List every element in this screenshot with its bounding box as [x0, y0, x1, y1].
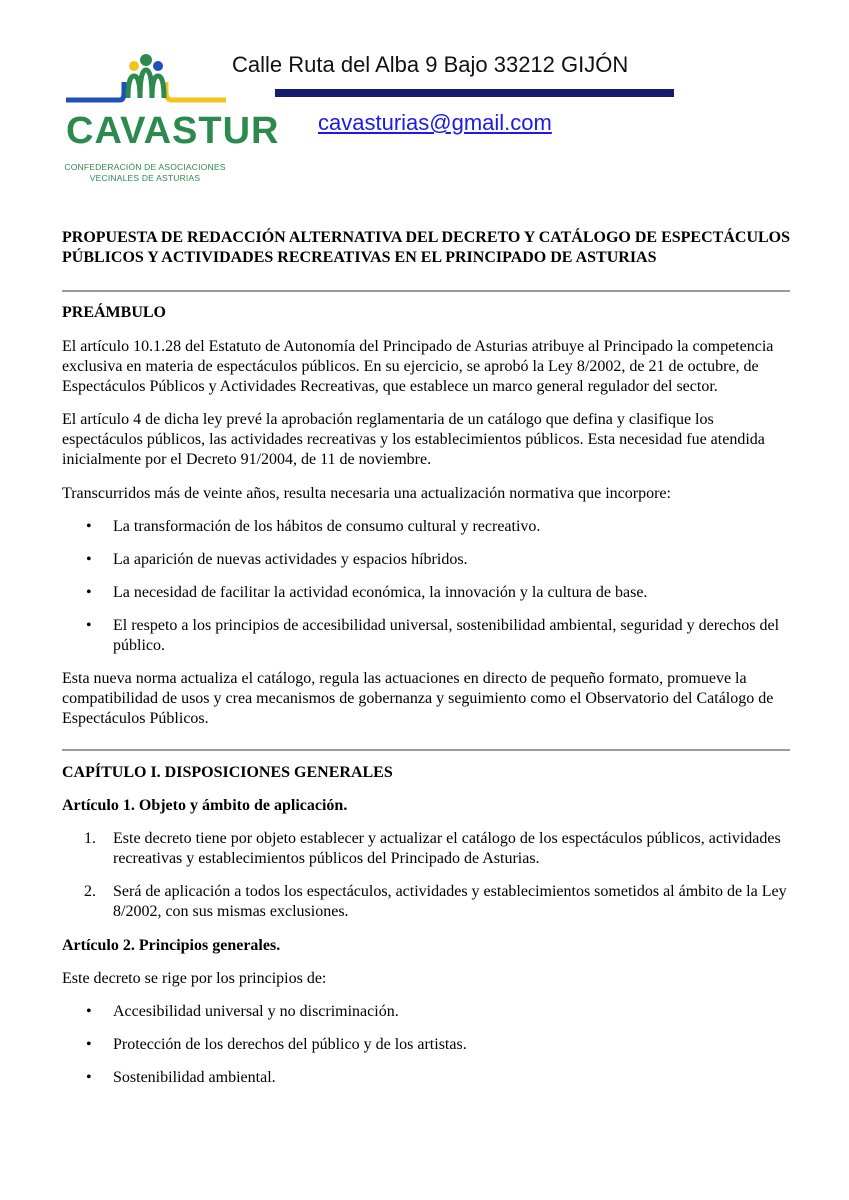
article-1-heading: Artículo 1. Objeto y ámbito de aplicación. — [62, 797, 348, 814]
list-item — [62, 829, 790, 869]
people-figures-icon — [62, 52, 232, 114]
chapter-1-heading: CAPÍTULO I. DISPOSICIONES GENERALES — [62, 764, 393, 781]
article-1-list — [62, 829, 790, 922]
section-divider — [62, 290, 790, 292]
email-link[interactable]: cavasturias@gmail.com — [318, 110, 552, 135]
letterhead — [0, 0, 849, 200]
brand-subtitle — [62, 162, 228, 184]
preamble-paragraph-2: El artículo 4 de dicha ley prevé la aprobación reglamentaria de un catálogo que defina y clasifique los espectáculos públicos, las actividades recreativas y los establecimientos públicos. Esta necesidad fue atendida inicialmente por el Decreto 91/2004, de 11 de noviembre. — [62, 411, 765, 468]
article-2-intro: Este decreto se rige por los principios de: — [62, 970, 327, 987]
section-divider — [62, 749, 790, 751]
list-item: • Sostenibilidad ambiental. — [62, 1068, 790, 1088]
list-item: • El respeto a los principios de accesibilidad universal, sostenibilidad ambiental, seguridad y derechos del público. — [62, 616, 790, 656]
preamble-paragraph-4: Esta nueva norma actualiza el catálogo, regula las actuaciones en directo de pequeño formato, promueve la compatibilidad de usos y crea mecanismos de gobernanza y seguimiento como el Observatorio del Catálogo de Espectáculos Públicos. — [62, 670, 774, 727]
list-item-text: Este decreto tiene por objeto establecer y actualizar el catálogo de los espectáculos públicos, actividades recreativas y establecimientos públicos del Principado de Asturias. — [113, 830, 781, 867]
document-body — [62, 228, 790, 1088]
brand-name: CAVASTUR — [66, 110, 280, 152]
list-number: 2. — [84, 883, 96, 900]
list-item-text: Será de aplicación a todos los espectáculos, actividades y establecimientos sometidos al ámbito de la Ley 8/2002, con sus mismas exclusiones. — [113, 883, 787, 920]
brand-subtitle-line2: VECINALES DE ASTURIAS — [89, 173, 201, 183]
list-item: • Protección de los derechos del público y de los artistas. — [62, 1035, 790, 1055]
article-2-bullet-list — [62, 1002, 790, 1088]
article-2-heading: Artículo 2. Principios generales. — [62, 937, 281, 954]
address-underline-bar — [275, 89, 674, 97]
preamble-bullet-list — [62, 517, 790, 656]
preamble-paragraph-1: El artículo 10.1.28 del Estatuto de Autonomía del Principado de Asturias atribuye al Principado la competencia exclusiva en materia de espectáculos públicos. En su ejercicio, se aprobó la Ley 8/2002, de 21 de octubre, de Espectáculos Públicos y Actividades Recreativas, que establece un marco general regulador del sector. — [62, 338, 774, 395]
brand-subtitle-line1: CONFEDERACIÓN DE ASOCIACIONES — [64, 162, 226, 172]
list-item: • La necesidad de facilitar la actividad económica, la innovación y la cultura de base. — [62, 583, 790, 603]
list-item: • La aparición de nuevas actividades y espacios híbridos. — [62, 550, 790, 570]
list-item: • La transformación de los hábitos de consumo cultural y recreativo. — [62, 517, 790, 537]
list-number: 1. — [84, 830, 96, 847]
document-title: PROPUESTA DE REDACCIÓN ALTERNATIVA DEL DECRETO Y CATÁLOGO DE ESPECTÁCULOS PÚBLICOS Y ACTIVIDADES RECREATIVAS EN EL PRINCIPADO DE ASTURIAS — [62, 229, 791, 266]
preamble-paragraph-3: Transcurridos más de veinte años, resulta necesaria una actualización normativa que incorpore: — [62, 485, 671, 502]
list-item: • Accesibilidad universal y no discriminación. — [62, 1002, 790, 1022]
preamble-heading: PREÁMBULO — [62, 304, 166, 321]
cavastur-logo — [62, 52, 280, 192]
address: Calle Ruta del Alba 9 Bajo 33212 GIJÓN — [232, 52, 629, 77]
list-item — [62, 882, 790, 922]
